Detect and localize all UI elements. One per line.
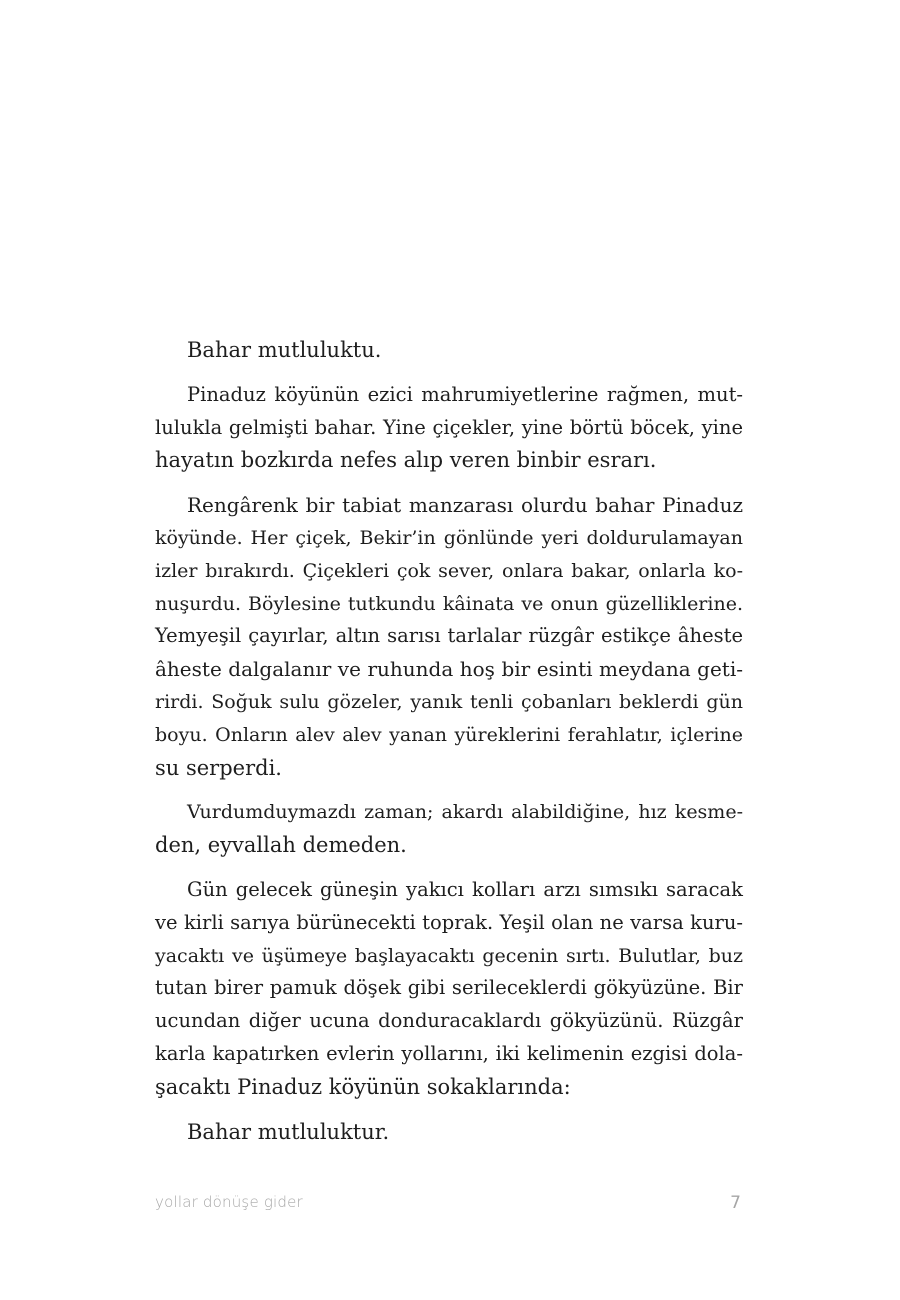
text-line: âheste dalgalanır ve ruhunda hoş bir esinti meydana geti- [155, 657, 743, 682]
running-title: yollar dönüşe gider [155, 1193, 303, 1211]
page-footer [155, 1193, 743, 1217]
text-line: nuşurdu. Böylesine tutkundu kâinata ve onun güzelliklerine. [155, 592, 743, 615]
text-line: Rengârenk bir tabiat manzarası olurdu bahar Pinaduz [187, 493, 743, 518]
text-line: karla kapatırken evlerin yollarını, iki kelimenin ezgisi dola- [155, 1041, 743, 1065]
text-line: ve kirli sarıya bürünecekti toprak. Yeşil olan ne varsa kuru- [155, 910, 743, 934]
text-line: izler bırakırdı. Çiçekleri çok sever, onlara bakar, onlarla ko- [155, 559, 743, 582]
text-line: köyünde. Her çiçek, Bekir’in gönlünde yeri doldurulamayan [155, 526, 743, 549]
text-line: su serperdi. [155, 755, 282, 780]
body-text [155, 334, 743, 1160]
text-line: hayatın bozkırda nefes alıp veren binbir esrarı. [155, 448, 657, 473]
text-line: den, eyvallah demeden. [155, 833, 407, 858]
text-line: Pinaduz köyünün ezici mahrumiyetlerine rağmen, mut- [187, 382, 743, 406]
text-line: Bahar mutluluktu. [187, 338, 382, 362]
paragraph [155, 379, 743, 477]
text-line: Bahar mutluluktur. [187, 1119, 390, 1144]
text-line: Vurdumduymazdı zaman; akardı alabildiğine, hız kesme- [187, 801, 743, 824]
paragraph [155, 796, 743, 862]
text-line: ucundan diğer ucuna donduracaklardı gökyüzünü. Rüzgâr [155, 1009, 743, 1033]
text-line: tutan birer pamuk döşek gibi serileceklerdi gökyüzüne. Bir [155, 976, 743, 1000]
paragraph [155, 489, 743, 784]
text-line: Yemyeşil çayırlar, altın sarısı tarlalar rüzgâr estikçe âheste [155, 624, 743, 648]
text-line: Gün gelecek güneşin yakıcı kolları arzı sımsıkı saracak [187, 877, 743, 901]
text-line: yacaktı ve üşümeye başlayacaktı gecenin sırtı. Bulutlar, buz [155, 944, 743, 967]
text-line: boyu. Onların alev alev yanan yüreklerini ferahlatır, içlerine [155, 723, 743, 746]
text-line: şacaktı Pinaduz köyünün sokaklarında: [155, 1074, 571, 1099]
paragraph [155, 334, 743, 367]
paragraph [155, 1116, 743, 1149]
paragraph [155, 874, 743, 1104]
text-line: lulukla gelmişti bahar. Yine çiçekler, yine börtü böcek, yine [155, 415, 743, 439]
text-line: rirdi. Soğuk sulu gözeler, yanık tenli çobanları beklerdi gün [155, 690, 743, 713]
page-number: 7 [730, 1193, 741, 1213]
